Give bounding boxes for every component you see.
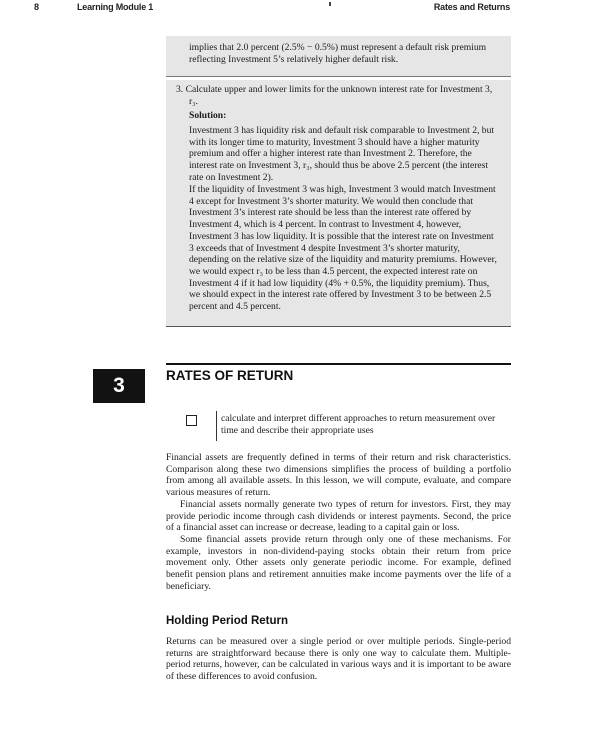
body-paragraph-2: Financial assets normally generate two types of return for investors. First, they may provide periodic income through cash dividends or interest payments. Second, the price of a financial asset can increase or decrease, leading to a capital gain or loss. [166, 498, 511, 534]
subsection-paragraph-1: Returns can be measured over a single period or over multiple periods. Single-period returns are straightforward because there is only one way to calculate them. Multiple-period returns, however, can be calculated in various ways and it is important to be aware of these differences to avoid confusion. [166, 636, 511, 683]
solution-paragraph-2: If the liquidity of Investment 3 was high, Investment 3 would match Investment 4 except for Investment 3’s shorter maturity. We would then conclude that Investment 3’s interest rate should be less than the interest rate offered by Investment 4, which is 4 percent. In contrast to Investment 4, however, Investment 3 has low liquidity. It is possible that the interest rate on Investment 3 exceeds that of Investment 4 despite Investment 3’s shorter maturity, depending on the relative size of the liquidity and maturity premiums. However, we would expect r₃ to be less than 4.5 percent, the expected interest rate on Investment 4 if it had low liquidity (4% + 0.5%, the liquidity premium). Thus, we should expect in the interest rate offered by Investment 3 to be between 2.5 percent and 4.5 percent. [189, 184, 497, 313]
running-head-section: Rates and Returns [433, 2, 510, 12]
section-title: RATES OF RETURN [166, 368, 294, 383]
learning-outcome-text: calculate and interpret different approaches to return measurement over time and describe their appropriate uses [221, 413, 496, 436]
body-text [166, 452, 511, 592]
body-paragraph-1: Financial assets are frequently defined in terms of their return and risk characteristics. Comparison along these two dimensions simplifies the process of building a portfolio from among all available assets. In this lesson, we will compute, evaluate, and compare various measures of return. [166, 452, 511, 499]
subsection-body [166, 636, 511, 683]
question-text: 3. Calculate upper and lower limits for the unknown interest rate for Investment 3, r₃. [176, 84, 493, 107]
learning-outcome-checkbox[interactable] [186, 415, 197, 426]
body-paragraph-3: Some financial assets provide return through only one of these mechanisms. For example, investors in non-dividend-paying stocks obtain their return from price movement only. Other assets only generate periodic income. For example, defined benefit pension plans and retirement annuities make income payments over the life of a beneficiary. [166, 533, 511, 592]
example-box-question-3 [166, 80, 511, 327]
section-number: 3 [93, 369, 145, 403]
page-number: 8 [34, 2, 39, 12]
header-mark [329, 2, 331, 6]
example-box-text: implies that 2.0 percent (2.5% − 0.5%) must represent a default risk premium reflecting Investment 5’s relatively higher default risk. [189, 42, 487, 65]
learning-outcome-divider [216, 411, 217, 441]
running-head-module: Learning Module 1 [77, 2, 154, 12]
example-box-continuation [166, 36, 511, 77]
subsection-title: Holding Period Return [166, 615, 289, 627]
solution-paragraph-1: Investment 3 has liquidity risk and default risk comparable to Investment 2, but with its longer time to maturity, Investment 3 should have a higher maturity premium and offer a higher interest rate than Investment 2. Therefore, the interest rate on Investment 3, r₃, should thus be above 2.5 percent (the interest rate on Investment 2). [189, 125, 495, 183]
section-rule [166, 363, 511, 365]
solution-label: Solution: [189, 110, 227, 121]
